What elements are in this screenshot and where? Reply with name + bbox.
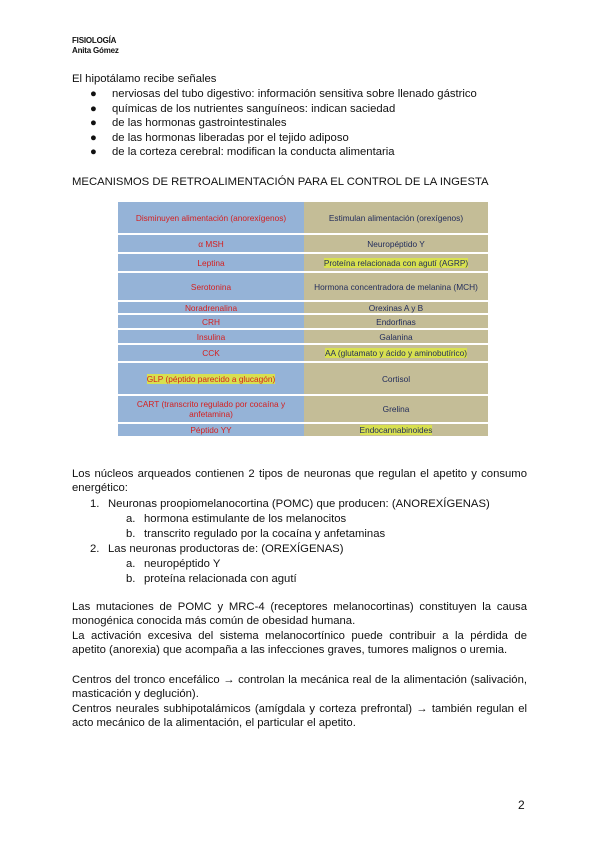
intro-text: El hipotálamo recibe señales <box>72 73 217 85</box>
cell-text: CRH <box>202 316 220 327</box>
author: Anita Gómez <box>72 46 119 55</box>
sub-letter: b. <box>126 573 136 585</box>
table-row <box>118 272 488 301</box>
page-header <box>72 36 119 56</box>
bullet-item <box>90 87 477 102</box>
cell-text: Cortisol <box>381 373 411 384</box>
feedback-table <box>118 202 488 438</box>
orexigeno-cell <box>304 301 488 314</box>
cell-text: Insulina <box>196 331 226 342</box>
cell-text: Hormona concentradora de melanina (MCH) <box>314 281 478 292</box>
cell-text: GLP (péptido parecido a glucagón) <box>146 373 276 384</box>
cell-text: CART (transcrito regulado por cocaína y anfetamina) <box>136 399 286 419</box>
orexigeno-cell <box>304 362 488 395</box>
subject: FISIOLOGÍA <box>72 36 117 45</box>
sub-item <box>126 512 346 526</box>
sub-text: transcrito regulado por la cocaína y anfetaminas <box>144 528 386 540</box>
cell-text: Neuropéptido Y <box>367 238 425 249</box>
orexigeno-cell <box>304 314 488 329</box>
cell-text: CCK <box>202 348 220 358</box>
header-orexigenos: Estimulan alimentación (orexígenos) <box>304 202 488 234</box>
sub-text: proteína relacionada con agutí <box>144 573 297 585</box>
cell-text: Grelina <box>382 404 410 414</box>
section-title: MECANISMOS DE RETROALIMENTACIÓN PARA EL CONTROL DE LA INGESTA <box>72 176 489 188</box>
item-text: Neuronas proopiomelanocortina (POMC) que producen: (ANOREXÍGENAS) <box>108 498 490 510</box>
paragraph-2: Las mutaciones de POMC y MRC-4 (receptores melanocortinas) constituyen la causa monogénica conocida más común de obesidad humana. <box>72 601 527 627</box>
table-row <box>118 423 488 437</box>
bullet-text: de las hormonas gastrointestinales <box>112 117 287 130</box>
paragraph-1: Los núcleos arqueados contienen 2 tipos de neuronas que regulan el apetito y consumo energético: <box>72 468 527 494</box>
cell-text: Leptina <box>197 257 225 268</box>
table-row <box>118 253 488 272</box>
cell-text: Noradrenalina <box>184 302 238 313</box>
cell-text: Orexinas A y B <box>368 302 424 313</box>
table-row <box>118 314 488 329</box>
numbered-item <box>90 542 343 556</box>
cell-text: Serotonina <box>190 281 232 292</box>
anorexigeno-cell <box>118 314 304 329</box>
bullet-text: químicas de los nutrientes sanguíneos: indican saciedad <box>112 102 396 115</box>
table-row <box>118 362 488 395</box>
bullet-item <box>90 116 287 131</box>
sub-text: hormona estimulante de los melanocitos <box>144 513 347 525</box>
table-row <box>118 234 488 253</box>
cell-text: α MSH <box>198 238 224 249</box>
table-row <box>118 329 488 344</box>
sub-letter: a. <box>126 513 136 525</box>
bullet-item <box>90 102 395 117</box>
bullet-text: de las hormonas liberadas por el tejido adiposo <box>112 131 349 144</box>
anorexigeno-cell <box>118 344 304 362</box>
bullet-icon: ● <box>90 131 97 144</box>
orexigeno-cell <box>304 344 488 362</box>
cell-text: Galanina <box>379 331 413 342</box>
bullet-item <box>90 145 395 160</box>
anorexigeno-cell <box>118 362 304 395</box>
orexigeno-cell <box>304 272 488 301</box>
anorexigeno-cell <box>118 329 304 344</box>
cell-text: Endorfinas <box>376 316 416 327</box>
cell-text: Proteína relacionada con agutí (AGRP) <box>323 257 469 268</box>
bullet-icon: ● <box>90 117 97 130</box>
anorexigeno-cell <box>118 272 304 301</box>
table-row <box>118 301 488 314</box>
orexigeno-cell <box>304 395 488 423</box>
bullet-icon: ● <box>90 88 97 100</box>
header-anorexigenos: Disminuyen alimentación (anorexígenos) <box>118 202 304 234</box>
anorexigeno-cell <box>118 395 304 423</box>
sub-text: neuropéptido Y <box>144 558 221 570</box>
bullet-text: de la corteza cerebral: modifican la conducta alimentaria <box>112 146 395 159</box>
item-text: Las neuronas productoras de: (OREXÍGENAS) <box>108 543 344 555</box>
orexigeno-cell <box>304 234 488 253</box>
numbered-item <box>90 497 490 511</box>
bullet-text: nerviosas del tubo digestivo: información sensitiva sobre llenado gástrico <box>112 88 477 100</box>
orexigeno-cell <box>304 329 488 344</box>
bullet-icon: ● <box>90 146 97 159</box>
bullet-icon: ● <box>90 102 97 115</box>
anorexigeno-cell <box>118 423 304 437</box>
sub-letter: a. <box>126 558 136 570</box>
sub-item <box>126 572 297 586</box>
cell-text: Endocannabinoides <box>359 425 433 435</box>
paragraph-5: Centros neurales subhipotalámicos (amígdala y corteza prefrontal) → también regulan el acto mecánico de la alimentación, el particular el apetito. <box>72 703 527 729</box>
orexigeno-cell <box>304 253 488 272</box>
bullet-item <box>90 131 349 146</box>
anorexigeno-cell <box>118 253 304 272</box>
anorexigeno-cell <box>118 301 304 314</box>
cell-text: AA (glutamato y ácido y aminobutírico) <box>324 348 468 358</box>
table-row <box>118 395 488 423</box>
sub-item <box>126 557 220 571</box>
paragraph-3: La activación excesiva del sistema melanocortínico puede contribuir a la pérdida de apetito (anorexia) que acompaña a las infecciones graves, tumores malignos o uremia. <box>72 630 527 656</box>
sub-letter: b. <box>126 528 136 540</box>
anorexigeno-cell <box>118 234 304 253</box>
paragraph-4: Centros del tronco encefálico → controlan la mecánica real de la alimentación (salivación, masticación y deglución). <box>72 674 527 700</box>
sub-item <box>126 527 385 541</box>
item-number: 2. <box>90 543 100 555</box>
table-row <box>118 344 488 362</box>
item-number: 1. <box>90 498 100 510</box>
orexigeno-cell <box>304 423 488 437</box>
cell-text: Péptido YY <box>190 425 232 435</box>
page-number: 2 <box>518 798 525 812</box>
